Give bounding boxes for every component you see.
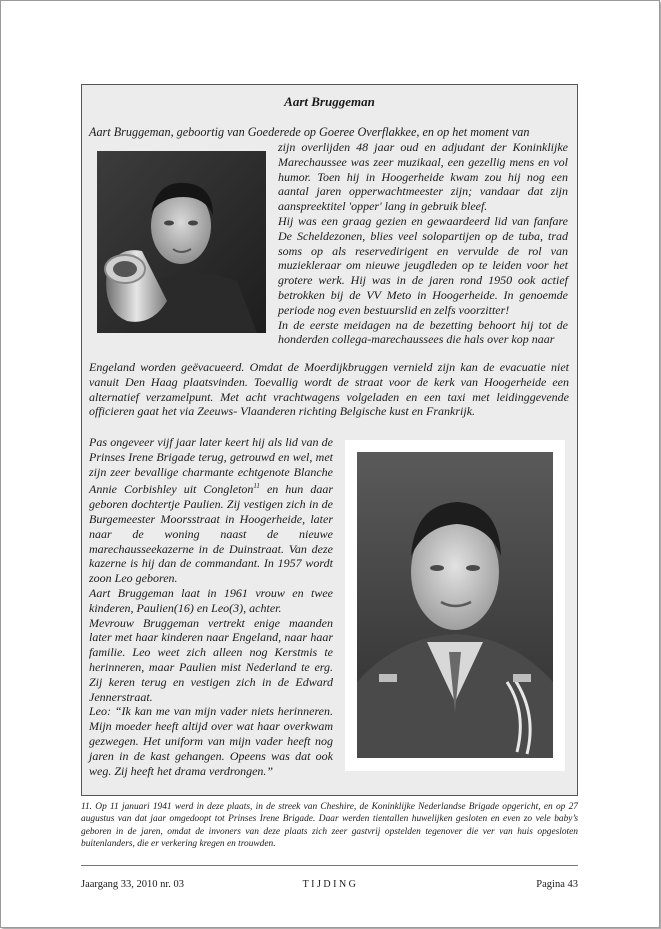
paragraph: Mevrouw Bruggeman vertrekt enige maanden later met haar kinderen naar Engeland, naar haar familie. Leo weet zich alleen nog Kerstmis te herinneren, maar Paulien mist Nederland te erg. Zij keren terug en vestigen zich in de Edward Jennerstraat. (89, 615, 333, 704)
footer-magazine-name: TIJDING (302, 879, 359, 890)
footer-divider (81, 865, 578, 866)
paragraph-end: en hun daar geboren dochtertje Paulien. Zij vestigen zich in de Burgemeester Moorsstraat in Hoogerheide, later naar de woning naast de nieuwe marechausseekazerne in de Duinstraat. Van deze kazerne is hij dan de commandant. In 1957 wordt zoon Leo geboren. (89, 482, 333, 586)
article-lead-line: Aart Bruggeman, geboortig van Goederede op Goeree Overflakkee, en op het moment van (89, 125, 530, 139)
photo-man-in-uniform-frame (345, 440, 565, 771)
paragraph: Engeland worden geëvacueerd. Omdat de Moerdijkbruggen vernield zijn kan de evacuatie niet vanuit Den Haag plaatsvinden. Toevallig wordt de straat voor de kerk van Hoogerheide een alternatief verzamelpunt. Met acht vrachtwagens volgeladen en een taxi met leidinggevende officieren gaat het via Zeeuws- Vlaanderen richting Belgische kust en Frankrijk. (89, 360, 569, 419)
full-width-text (89, 360, 569, 419)
paragraph: Aart Bruggeman laat in 1961 vrouw en twee kinderen, Paulien(16) en Leo(3), achter. (89, 585, 333, 615)
photo-man-in-uniform (357, 452, 553, 758)
footnote-reference: 11 (253, 482, 260, 491)
footer-page-number: Pagina 43 (536, 879, 578, 890)
footnote-text: 11. Op 11 januari 1941 werd in deze plaats, in de streek van Cheshire, de Koninklijke Nederlandse Brigade opgericht, en op 27 augustus van dat jaar omgedoopt tot Prinses Irene Brigade. Daar werden tientallen huwelijken gesloten en even zo vele baby’s geboren in de jaren, omdat de invoners van deze plaats zich zeer gastvrij opstelden tegenover die ver van huis opgesloten buitenlanders, die er verkering kregen en trouwden. (81, 802, 578, 850)
photo-man-with-tuba (97, 151, 266, 333)
photo-man-with-tuba-image (97, 151, 266, 333)
paragraph: Leo: “Ik kan me van mijn vader niets herinneren. Mijn moeder heeft altijd over wat haar overkwam gezwegen. Het uniform van mijn vader heeft nog jaren in de kast gehangen. Opeens was dat ook weg. Zij heeft het drama verdrongen.” (89, 704, 333, 778)
article-box (81, 84, 578, 796)
photo-man-in-uniform-image (357, 452, 553, 758)
right-column-text (278, 140, 568, 347)
article-title: Aart Bruggeman (284, 94, 375, 109)
left-column-text (89, 435, 333, 778)
footer-issue: Jaargang 33, 2010 nr. 03 (81, 879, 185, 890)
paragraph: In de eerste meidagen na de bezetting behoort hij tot de honderden collega-marechaussees die hals over kop naar (278, 317, 568, 347)
paragraph (89, 435, 333, 586)
footnote (81, 801, 578, 851)
paragraph-start: Pas ongeveer vijf jaar later keert hij als lid van de Prinses Irene Brigade terug, getrouwd en wel, met zijn zeer bevallige charmante echtgenote Blanche Annie Corbishley uit Congleton (89, 435, 333, 497)
paragraph: zijn overlijden 48 jaar oud en adjudant der Koninklijke Marechaussee was zeer muzikaal, een gezellig mens en vol humor. Toen hij in Hoogerheide kwam zou hij nog een aantal jaren opperwachtmeester zijn; vandaar dat zijn aanspreektitel 'opper' lang in gebruik bleef. (278, 140, 568, 214)
paragraph: Hij was een graag gezien en gewaardeerd lid van fanfare De Scheldezonen, blies veel solopartijen op de tuba, trad soms op als reservedirigent en vervulde de rol van muziekleraar om nieuwe jeugdleden op te leiden voor het grotere werk. Hij was in de jaren rond 1950 ook actief betrokken bij de VV Meto in Hoogerheide. In genoemde periode nog even bestuurslid en zelfs voorzitter! (278, 213, 568, 317)
